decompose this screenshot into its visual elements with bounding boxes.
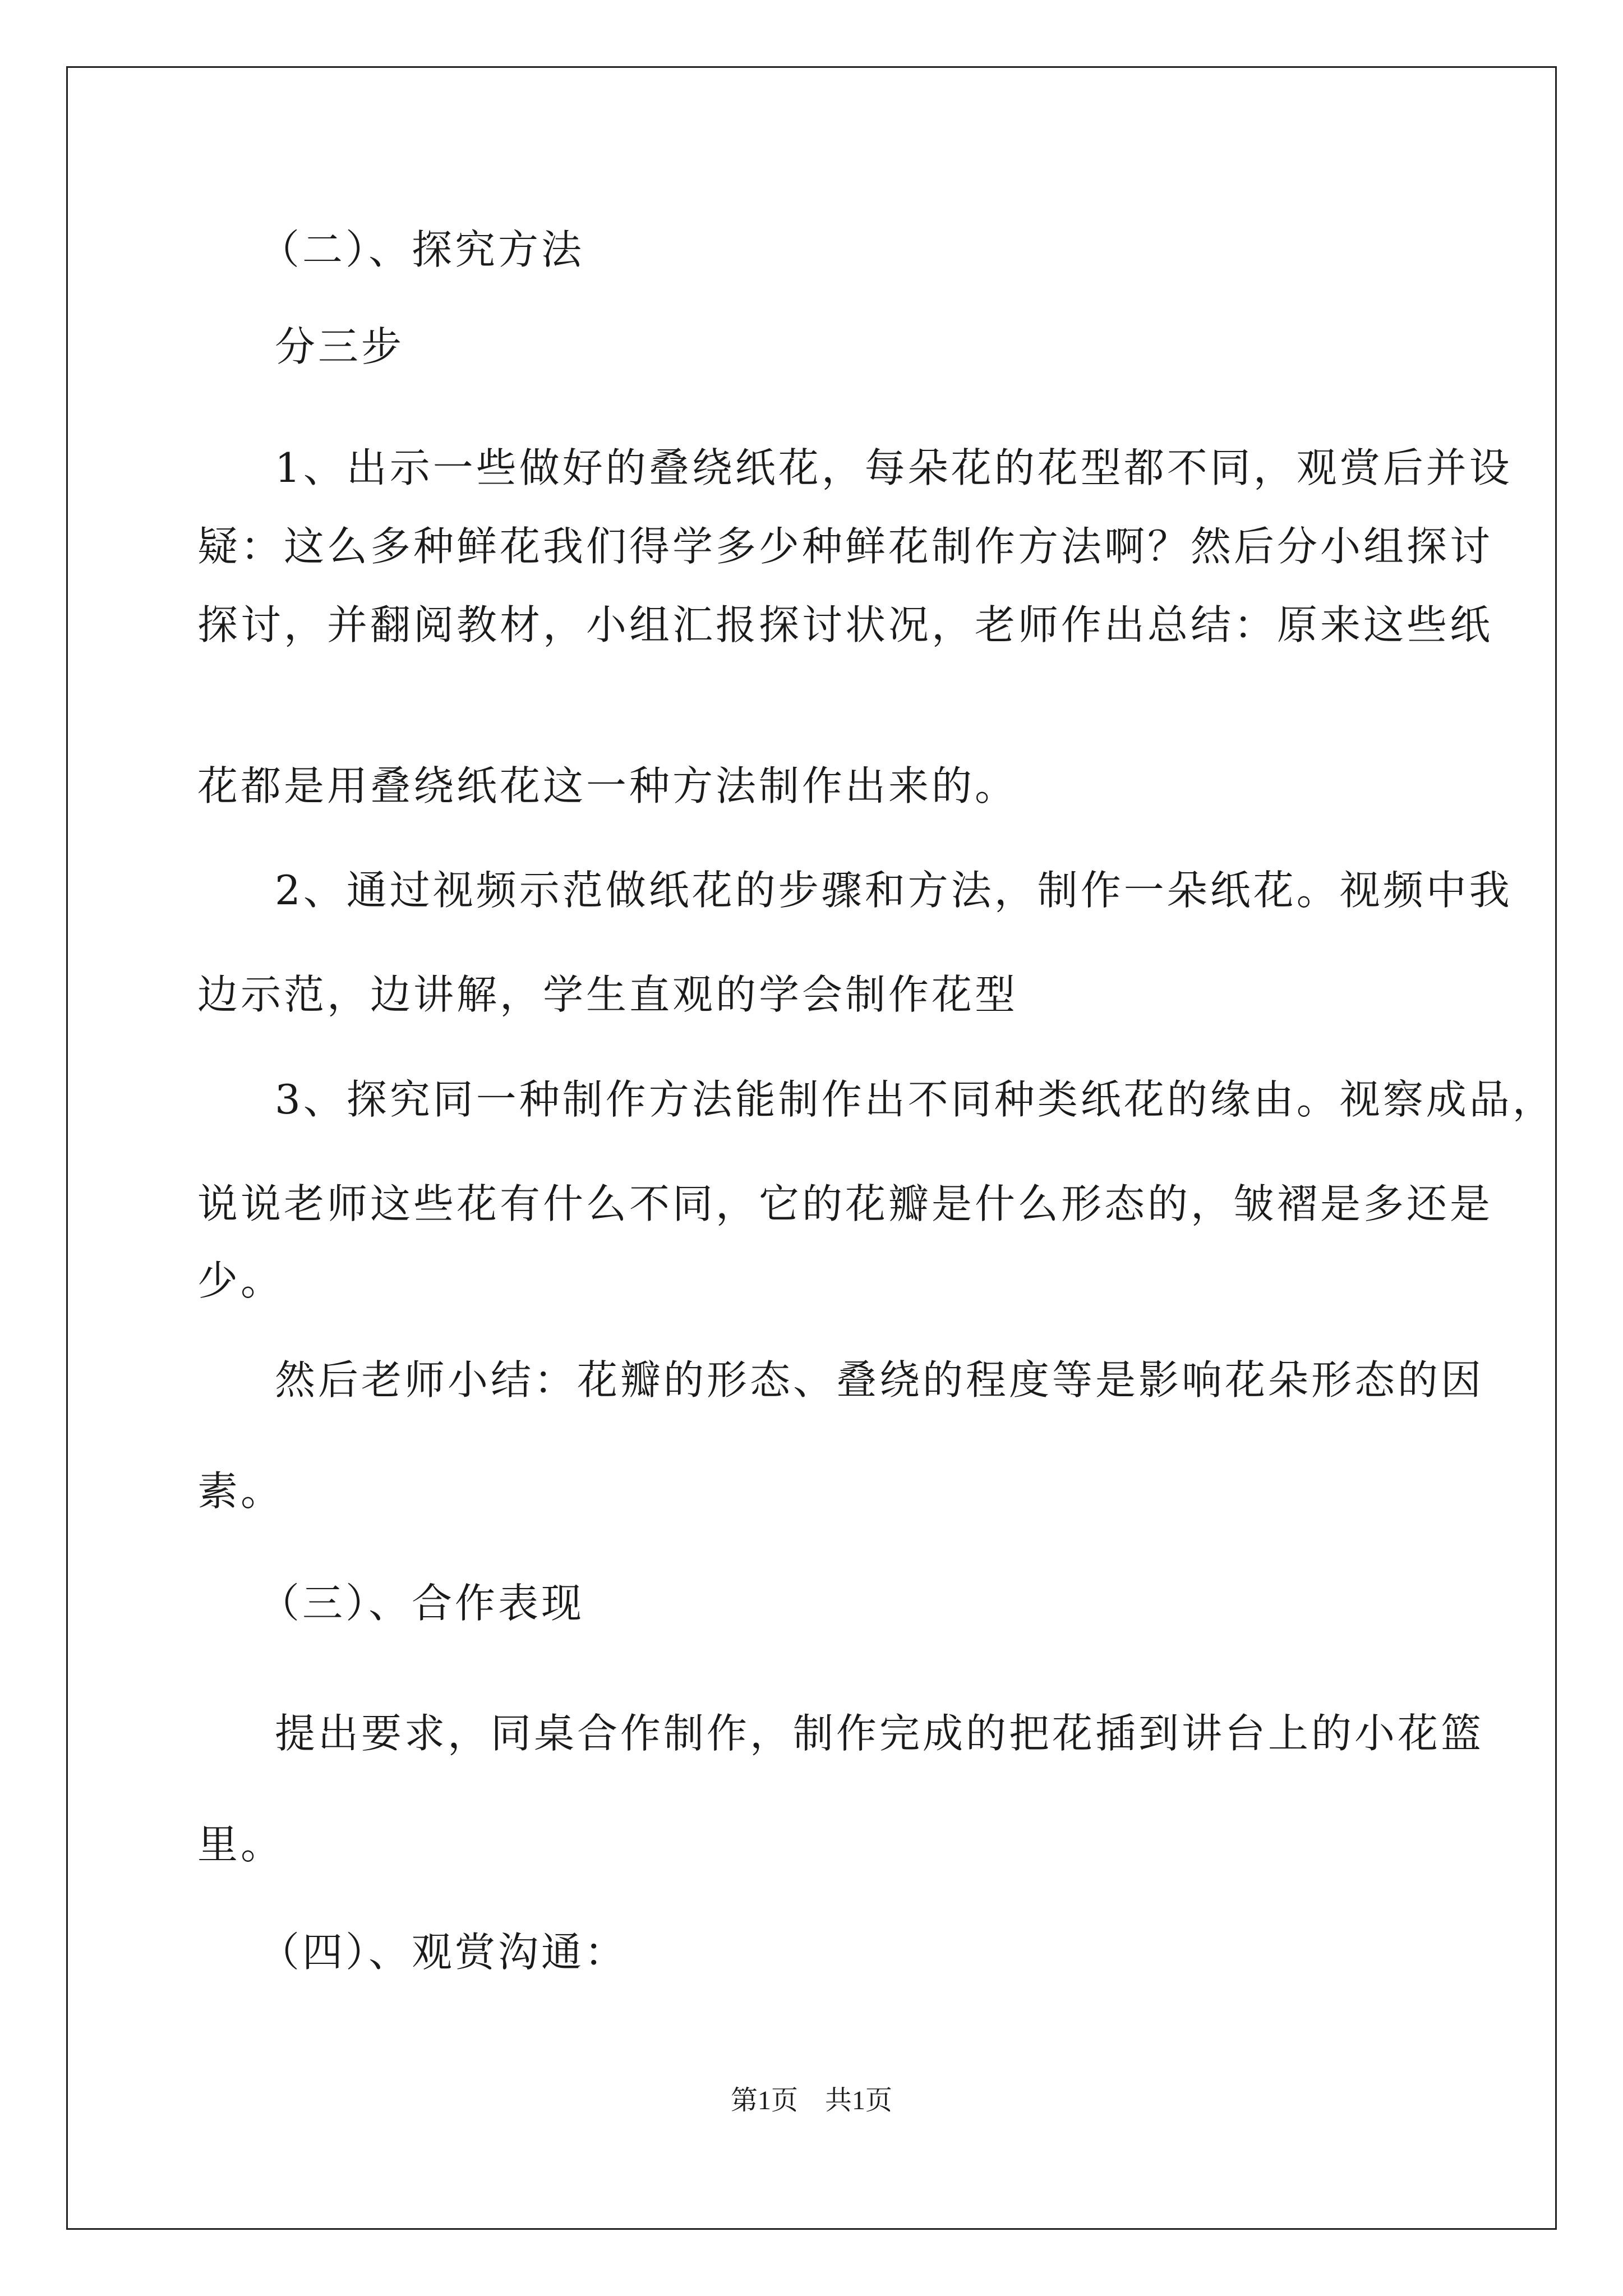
paragraph-line: 分三步	[275, 323, 405, 370]
paragraph-line: 少。	[197, 1257, 284, 1304]
paragraph-line: 素。	[197, 1467, 284, 1515]
section-heading-2: （二）、探究方法	[259, 226, 585, 273]
paragraph-line: 2、通过视频示范做纸花的步骤和方法，制作一朵纸花。视频中我	[275, 867, 1513, 914]
page-footer: 第1页 共1页	[730, 2086, 892, 2115]
paragraph-line: 花都是用叠绕纸花这一种方法制作出来的。	[197, 762, 1018, 809]
page-border	[66, 66, 1557, 2230]
section-heading-4: （四）、观赏沟通：	[259, 1929, 628, 1976]
paragraph-line: 说说老师这些花有什么不同，它的花瓣是什么形态的，皱褶是多还是	[197, 1180, 1493, 1227]
paragraph-line: 探讨，并翻阅教材，小组汇报探讨状况，老师作出总结：原来这些纸	[197, 601, 1493, 648]
paragraph-line: 1、出示一些做好的叠绕纸花，每朵花的花型都不同，观赏后并设	[275, 444, 1513, 491]
paragraph-line: 边示范，边讲解，学生直观的学会制作花型	[197, 971, 1018, 1018]
paragraph-line: 3、探究同一种制作方法能制作出不同种类纸花的缘由。视察成品，	[275, 1076, 1556, 1123]
paragraph-line: 提出要求，同桌合作制作，制作完成的把花插到讲台上的小花篮	[275, 1710, 1484, 1757]
paragraph-line: 里。	[197, 1821, 284, 1868]
section-heading-3: （三）、合作表现	[259, 1580, 585, 1627]
paragraph-line: 疑：这么多种鲜花我们得学多少种鲜花制作方法啊？然后分小组探讨	[197, 523, 1493, 570]
paragraph-line: 然后老师小结：花瓣的形态、叠绕的程度等是影响花朵形态的因	[275, 1356, 1484, 1404]
